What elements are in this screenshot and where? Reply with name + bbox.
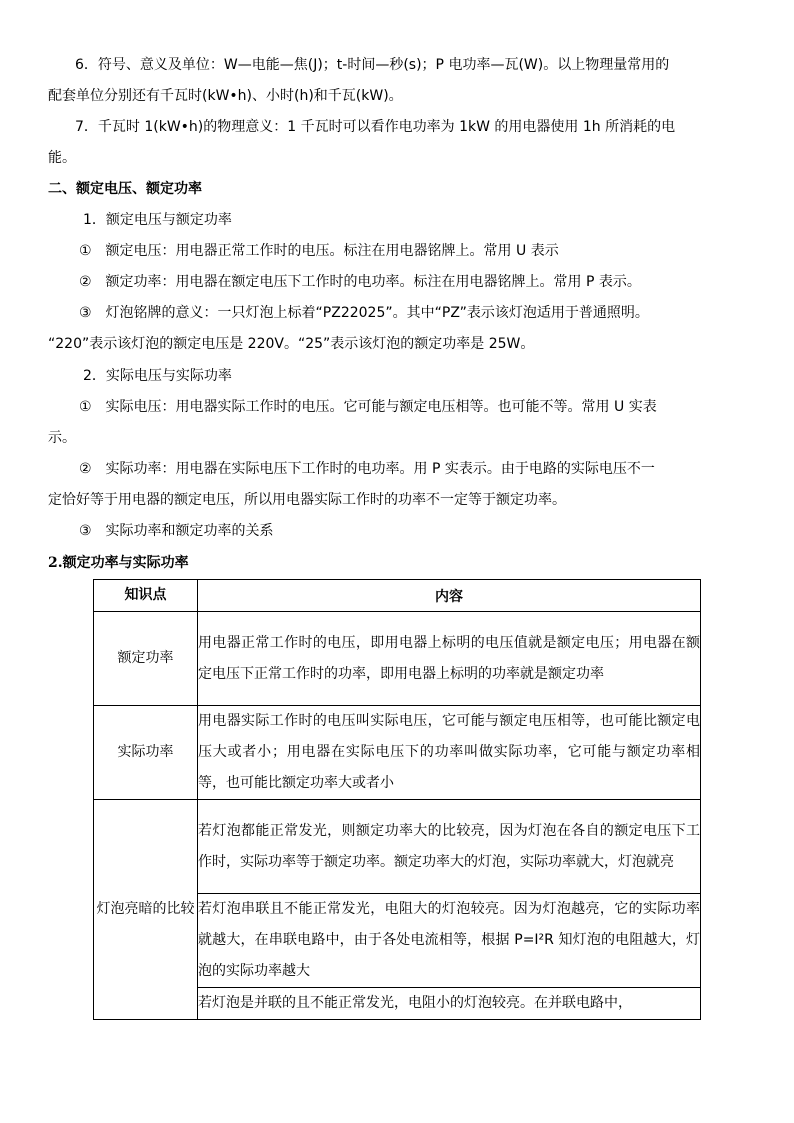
subsection-2-1-heading: 1．额定电压与额定功率 — [83, 212, 232, 228]
item-rated-voltage: ① 额定电压：用电器正常工作时的电压。标注在用电器铭牌上。常用 U 表示 — [79, 243, 559, 259]
subsection-2-2-heading: 2．实际电压与实际功率 — [83, 368, 232, 384]
table-header-row — [94, 580, 701, 612]
item-actual-power-line2: 定恰好等于用电器的额定电压，所以用电器实际工作时的功率不一定等于额定功率。 — [48, 492, 566, 508]
paragraph-6-line2: 配套单位分别还有千瓦时(kW•h)、小时(h)和千瓦(kW)。 — [48, 88, 403, 104]
item-relationship: ③ 实际功率和额定功率的关系 — [79, 523, 274, 539]
header-knowledge-point: 知识点 — [94, 580, 198, 612]
row-label-actual-power: 实际功率 — [94, 706, 198, 800]
paragraph-7-line1: 7．千瓦时 1(kW•h)的物理意义：1 千瓦时可以看作电功率为 1kW 的用电器使用 1h 所消耗的电 — [75, 119, 676, 135]
table-row — [94, 800, 701, 894]
table-row — [94, 706, 701, 800]
row-label-brightness: 灯泡亮暗的比较 — [94, 800, 198, 1020]
row-content-rated-power: 用电器正常工作时的电压，即用电器上标明的电压值就是额定电压；用电器在额定电压下正常工作时的功率，即用电器上标明的功率就是额定功率 — [198, 612, 701, 706]
row-content-brightness-2: 若灯泡串联且不能正常发光，电阻大的灯泡较亮。因为灯泡越亮，它的实际功率就越大，在串联电路中，由于各处电流相等，根据 P=I²R 知灯泡的电阻越大，灯泡的实际功率越大 — [198, 894, 701, 988]
paragraph-6-line1: 6．符号、意义及单位：W—电能—焦(J)；t-时间—秒(s)；P 电功率—瓦(W)。以上物理量常用的 — [75, 57, 670, 73]
item-actual-voltage-line1: ① 实际电压：用电器实际工作时的电压。它可能与额定电压相等。也可能不等。常用 U 实表 — [79, 399, 657, 415]
section-2-heading: 二、额定电压、额定功率 — [48, 181, 202, 197]
row-label-rated-power: 额定功率 — [94, 612, 198, 706]
table-row — [94, 612, 701, 706]
item-actual-voltage-line2: 示。 — [48, 430, 76, 446]
knowledge-table — [93, 579, 701, 1020]
item-rated-power: ② 额定功率：用电器在额定电压下工作时的电功率。标注在用电器铭牌上。常用 P 表示。 — [79, 274, 641, 290]
item-nameplate-line2: “220”表示该灯泡的额定电压是 220V。“25”表示该灯泡的额定功率是 25W。 — [48, 336, 535, 352]
header-content: 内容 — [198, 580, 701, 612]
item-nameplate-line1: ③ 灯泡铭牌的意义：一只灯泡上标着“PZ22025”。其中“PZ”表示该灯泡适用于普通照明。 — [79, 305, 649, 321]
row-content-brightness-3: 若灯泡是并联的且不能正常发光，电阻小的灯泡较亮。在并联电路中， — [198, 988, 701, 1020]
paragraph-7-line2: 能。 — [48, 150, 76, 166]
row-content-actual-power: 用电器实际工作时的电压叫实际电压，它可能与额定电压相等，也可能比额定电压大或者小；用电器在实际电压下的功率叫做实际功率，它可能与额定功率相等，也可能比额定功率大或者小 — [198, 706, 701, 800]
item-actual-power-line1: ② 实际功率：用电器在实际电压下工作时的电功率。用 P 实表示。由于电路的实际电压不一 — [79, 461, 655, 477]
row-content-brightness-1: 若灯泡都能正常发光，则额定功率大的比较亮，因为灯泡在各自的额定电压下工作时，实际功率等于额定功率。额定功率大的灯泡，实际功率就大，灯泡就亮 — [198, 800, 701, 894]
table-title: 2.额定功率与实际功率 — [48, 555, 189, 571]
